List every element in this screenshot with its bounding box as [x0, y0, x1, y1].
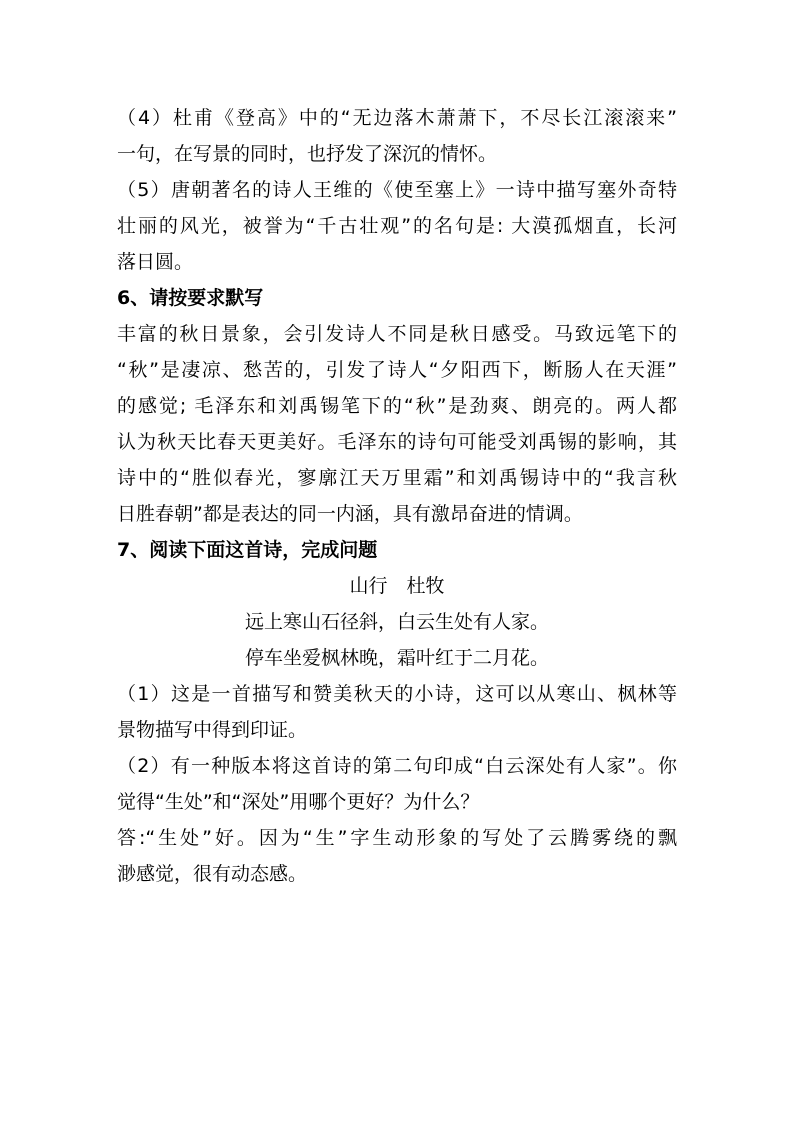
poem-title: 山行 杜牧: [349, 575, 445, 597]
answer-line-2: 渺感觉，很有动态感。: [117, 863, 308, 885]
poem-line-2: 停车坐爱枫林晚，霜叶红于二月花。: [244, 647, 549, 669]
section-6-line-6: 日胜春朝”都是表达的同一内涵，具有激昂奋进的情调。: [117, 503, 583, 525]
q4-line-1: （4）杜甫《登高》中的“无边落木萧萧下，不尽长江滚滚来”: [117, 107, 677, 129]
question-1-line-2: 景物描写中得到印证。: [117, 719, 308, 741]
section-6-line-1: 丰富的秋日景象，会引发诗人不同是秋日感受。马致远笔下的: [117, 323, 677, 345]
q5-line-1: （5）唐朝著名的诗人王维的《使至塞上》一诗中描写塞外奇特: [117, 179, 677, 201]
section-6-line-2: “秋”是凄凉、愁苦的，引发了诗人“夕阳西下，断肠人在天涯”: [117, 359, 677, 381]
q5-line-2: 壮丽的风光，被誉为“千古壮观”的名句是: 大漠孤烟直，长河: [117, 215, 677, 237]
section-6-line-3: 的感觉; 毛泽东和刘禹锡笔下的“秋”是劲爽、朗亮的。两人都: [117, 395, 677, 417]
poem-line-1: 远上寒山石径斜，白云生处有人家。: [244, 611, 549, 633]
answer-line-1: 答:“生处”好。因为“生”字生动形象的写处了云腾雾绕的飘: [117, 827, 677, 849]
section-6-line-4: 认为秋天比春天更美好。毛泽东的诗句可能受刘禹锡的影响，其: [117, 431, 677, 453]
section-6-heading: 6、请按要求默写: [117, 287, 264, 309]
q5-line-3: 落日圆。: [117, 251, 194, 273]
q4-line-2: 一句，在写景的同时，也抒发了深沉的情怀。: [117, 143, 498, 165]
document-page: [117, 100, 677, 892]
question-2-line-2: 觉得“生处”和“深处”用哪个更好？为什么？: [117, 791, 480, 813]
question-1-line-1: （1）这是一首描写和赞美秋天的小诗，这可以从寒山、枫林等: [117, 683, 677, 705]
section-7-heading: 7、阅读下面这首诗，完成问题: [117, 539, 378, 561]
question-2-line-1: （2）有一种版本将这首诗的第二句印成“白云深处有人家”。你: [117, 755, 677, 777]
section-6-line-5: 诗中的“胜似春光，寥廓江天万里霜”和刘禹锡诗中的“我言秋: [117, 467, 677, 489]
